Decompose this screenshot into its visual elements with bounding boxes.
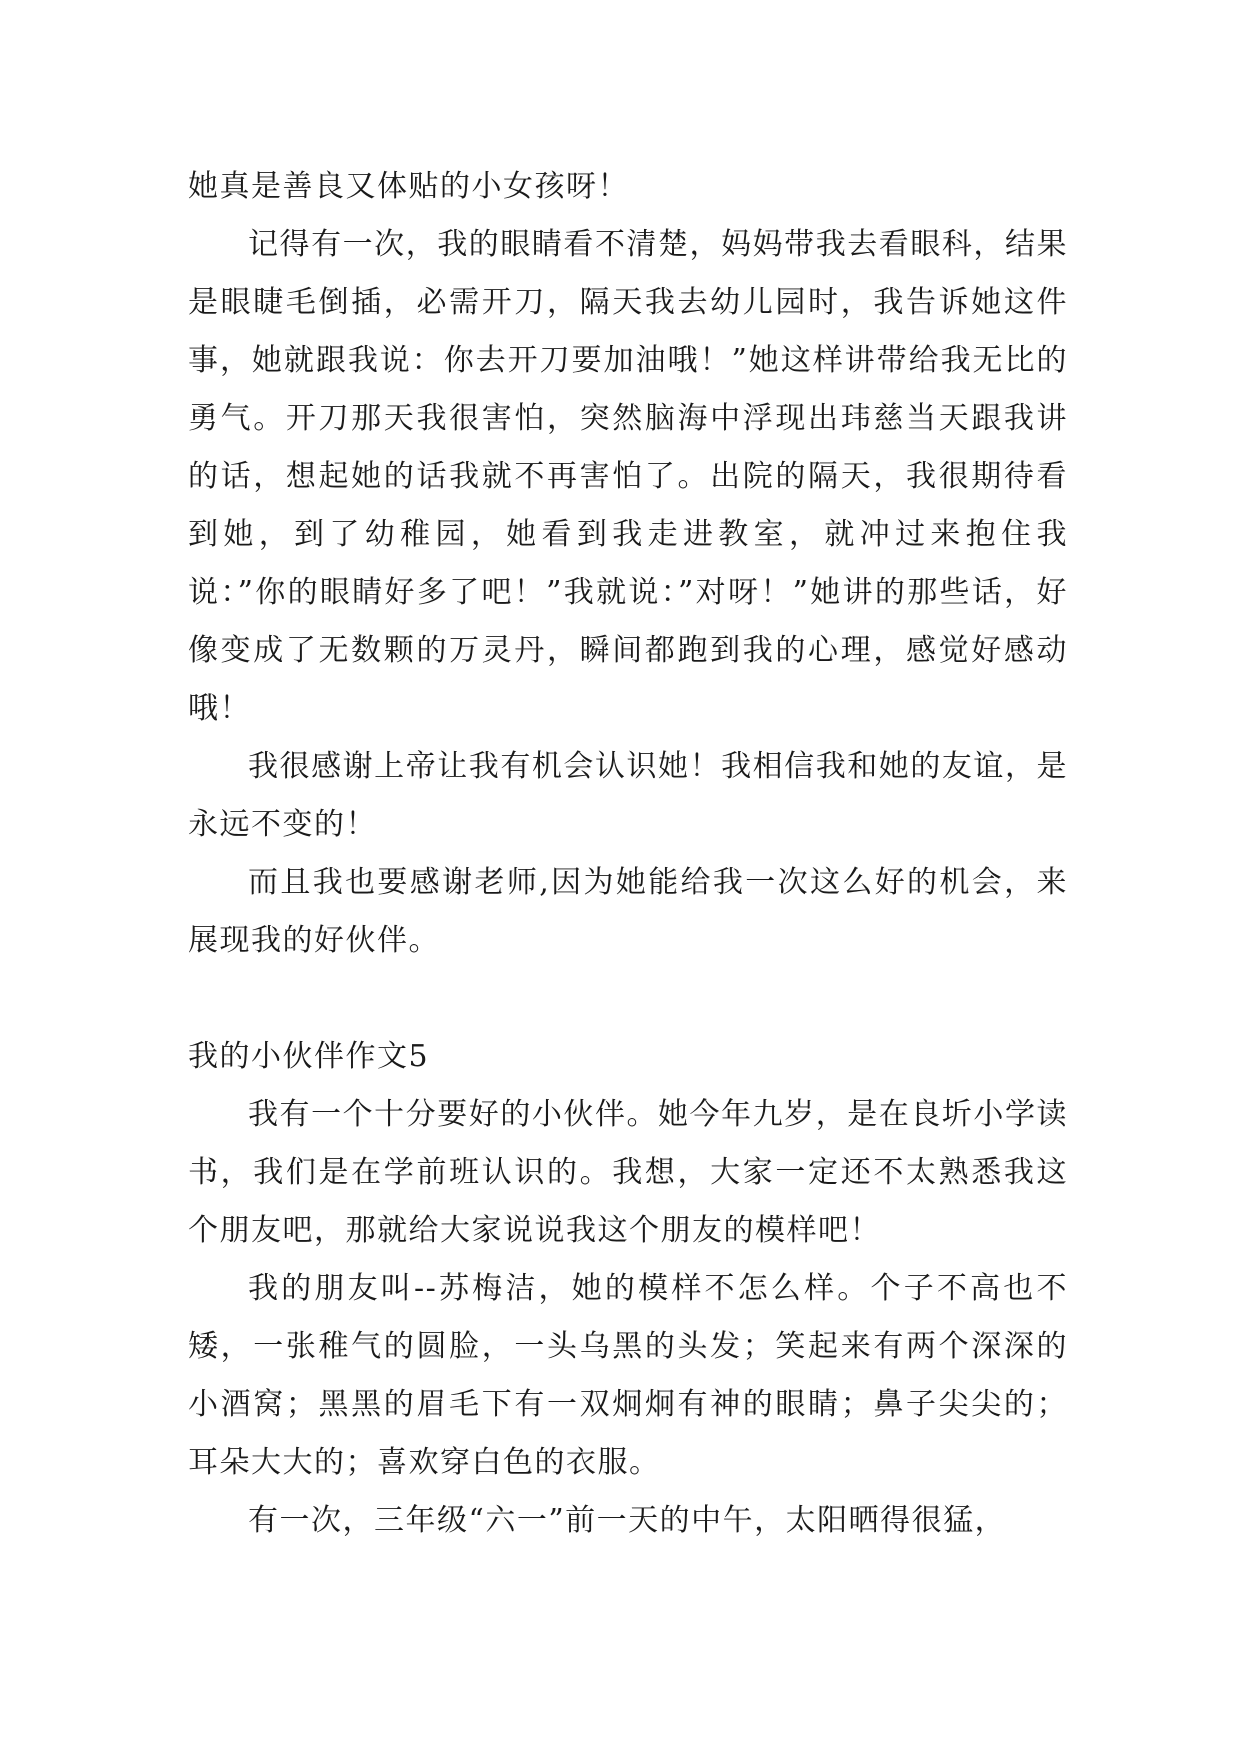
paragraph: 有一次，三年级“六一”前一天的中午，太阳晒得很猛，	[248, 1503, 1007, 1538]
paragraph: 我很感谢上帝让我有机会认识她！我相信我和她的友谊，是永远不变的！	[188, 749, 1068, 842]
paragraph: 而且我也要感谢老师,因为她能给我一次这么好的机会，来展现我的好伙伴。	[188, 865, 1068, 958]
paragraph: 她真是善良又体贴的小女孩呀！	[188, 169, 629, 204]
paragraph: 我的朋友叫--苏梅洁，她的模样不怎么样。个子不高也不矮，一张稚气的圆脸，一头乌黑的头发；笑起来有两个深深的小酒窝；黑黑的眉毛下有一双炯炯有神的眼睛；鼻子尖尖的；耳朵大大的；喜欢穿白色的衣服。	[188, 1271, 1068, 1480]
paragraph: 我有一个十分要好的小伙伴。她今年九岁，是在良圻小学读书，我们是在学前班认识的。我想，大家一定还不太熟悉我这个朋友吧，那就给大家说说我这个朋友的模样吧！	[188, 1097, 1068, 1248]
section-heading: 我的小伙伴作文5	[188, 1039, 430, 1074]
document-body	[188, 158, 1068, 1550]
paragraph: 记得有一次，我的眼睛看不清楚，妈妈带我去看眼科，结果是眼睫毛倒插，必需开刀，隔天我去幼儿园时，我告诉她这件事，她就跟我说：你去开刀要加油哦！”她这样讲带给我无比的勇气。开刀那天我很害怕，突然脑海中浮现出玮慈当天跟我讲的话，想起她的话我就不再害怕了。出院的隔天，我很期待看到她，到了幼稚园，她看到我走进教室，就冲过来抱住我说：”你的眼睛好多了吧！”我就说：”对呀！”她讲的那些话，好像变成了无数颗的万灵丹，瞬间都跑到我的心理，感觉好感动哦！	[188, 227, 1068, 726]
